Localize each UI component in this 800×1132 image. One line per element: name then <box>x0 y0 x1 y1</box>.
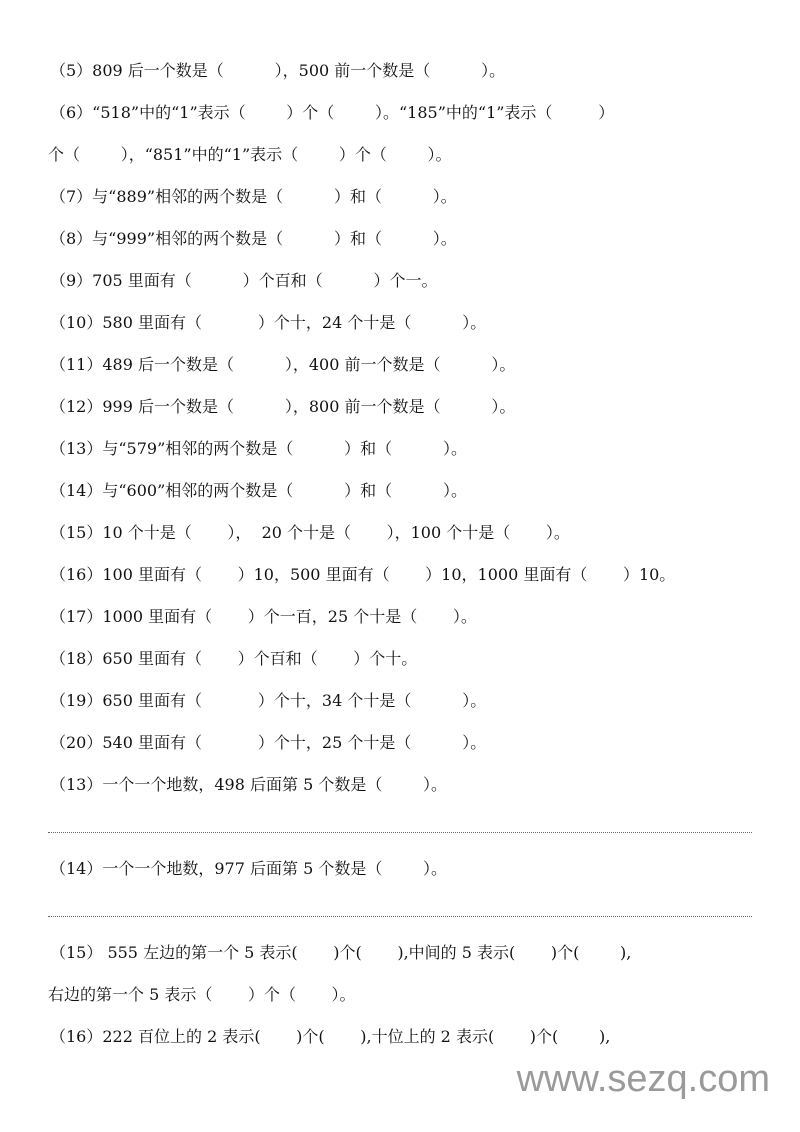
question-11: （11）489 后一个数是（ ），400 前一个数是（ ）。 <box>50 355 516 374</box>
question-16-digits: （16）222 百位上的 2 表示( )个( ),十位上的 2 表示( )个( ), <box>50 1027 611 1046</box>
question-15: （15）10 个十是（ ）， 20 个十是（ ），100 个十是（ ）。 <box>50 523 570 542</box>
watermark: www.sezq.com <box>516 1058 770 1100</box>
question-20: （20）540 里面有（ ）个十，25 个十是（ ）。 <box>50 733 487 752</box>
question-6-part2: 个（ ），“851”中的“1”表示（ ）个（ ）。 <box>48 145 452 164</box>
question-14-count: （14）一个一个地数，977 后面第 5 个数是（ ）。 <box>50 859 448 878</box>
question-19: （19）650 里面有（ ）个十，34 个十是（ ）。 <box>50 691 487 710</box>
question-6-part1: （6）“518”中的“1”表示（ ）个（ ）。“185”中的“1”表示（ ） <box>50 103 615 122</box>
question-7: （7）与“889”相邻的两个数是（ ）和（ ）。 <box>50 187 457 206</box>
question-15-digits-part1: （15） 555 左边的第一个 5 表示( )个( ),中间的 5 表示( )个( ), <box>50 943 632 962</box>
question-13: （13）与“579”相邻的两个数是（ ）和（ ）。 <box>50 439 467 458</box>
question-17: （17）1000 里面有（ ）个一百，25 个十是（ ）。 <box>50 607 477 626</box>
question-5: （5）809 后一个数是（ ），500 前一个数是（ ）。 <box>50 61 506 80</box>
question-16: （16）100 里面有（ ）10，500 里面有（ ）10，1000 里面有（ ）10。 <box>50 565 676 584</box>
question-12: （12）999 后一个数是（ ），800 前一个数是（ ）。 <box>50 397 516 416</box>
question-15-digits-part2: 右边的第一个 5 表示（ ）个（ ）。 <box>48 985 356 1004</box>
dotted-divider <box>48 916 752 917</box>
question-18: （18）650 里面有（ ）个百和（ ）个十。 <box>50 649 418 668</box>
question-10: （10）580 里面有（ ）个十，24 个十是（ ）。 <box>50 313 487 332</box>
question-14: （14）与“600”相邻的两个数是（ ）和（ ）。 <box>50 481 467 500</box>
dotted-divider <box>48 832 752 833</box>
question-9: （9）705 里面有（ ）个百和（ ）个一。 <box>50 271 438 290</box>
question-8: （8）与“999”相邻的两个数是（ ）和（ ）。 <box>50 229 457 248</box>
question-13-count: （13）一个一个地数，498 后面第 5 个数是（ ）。 <box>50 775 448 794</box>
